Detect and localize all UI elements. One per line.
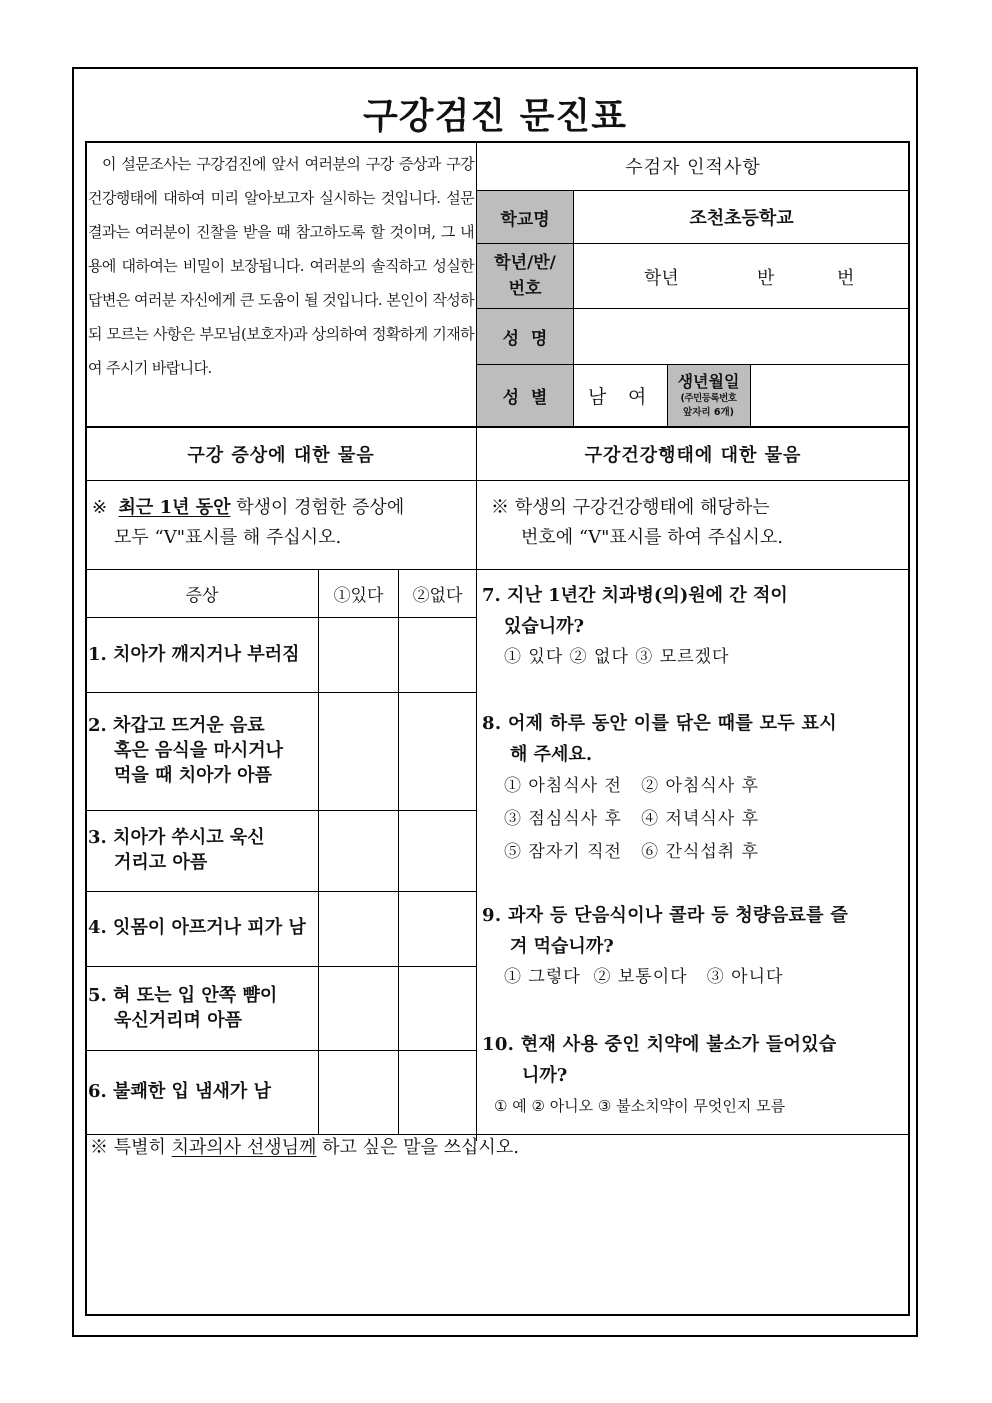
answer-no-2[interactable] (399, 693, 476, 810)
gender-male[interactable]: 남 (588, 386, 607, 408)
symptom-3-line1: 3. 치아가 쑤시고 욱신 (88, 827, 265, 848)
symptom-3-line2: 거리고 아픔 (114, 852, 208, 873)
q8-options-3[interactable]: ⑤ 잠자기 직전 ⑥ 간식섭취 후 (504, 842, 760, 862)
page-title: 구강검진 문진표 (363, 96, 627, 137)
q9-options[interactable]: ① 그렇다 ② 보통이다 ③ 아니다 (504, 967, 784, 987)
symptom-6-line1: 6. 불쾌한 입 냄새가 남 (88, 1081, 271, 1102)
comment-area[interactable] (86, 1165, 909, 1313)
q7-line2: 있습니까? (504, 616, 585, 637)
col-yes: ①있다 (333, 586, 384, 606)
intro-text: 이 설문조사는 구강검진에 앞서 여러분의 구강 증상과 구강건강행태에 대하여 미리 알아보고자 실시하는 것입니다. 설문 결과는 여러분이 진찰을 받을 때 참고하도록 할 것이며, 그 내용에 대하여는 비밀이 보장됩니다. 여러분의 솔직하고 성실한 답변은 여러분 자신에게 큰 도움이 될 것입니다. 본인이 작성하되 모르는 사항은 부모님(보호자)과 상의하여 정확하게 기재하여 주시기 바랍니다. (88, 155, 474, 377)
answer-yes-3[interactable] (319, 811, 398, 891)
q9-line1: 9. 과자 등 단음식이나 콜라 등 청량음료를 즐 (482, 905, 849, 926)
q10-line1: 10. 현재 사용 중인 치약에 불소가 들어있습 (482, 1034, 837, 1055)
symptom-2-line3: 먹을 때 치아가 아픔 (114, 765, 272, 786)
q8-options-2[interactable]: ③ 점심식사 후 ④ 저녁식사 후 (504, 809, 760, 829)
answer-no-3[interactable] (399, 811, 476, 891)
answer-yes-6[interactable] (319, 1051, 398, 1134)
symptoms-note (92, 493, 476, 553)
question-9 (482, 900, 907, 993)
answer-no-5[interactable] (399, 967, 476, 1050)
symptom-item-2 (88, 713, 283, 788)
name-label: 성 명 (477, 309, 573, 364)
class-label (477, 244, 573, 308)
col-no: ②없다 (412, 586, 463, 606)
q10-options[interactable]: ① 예 ② 아니오 ③ 불소치약이 무엇인지 모름 (494, 1097, 786, 1115)
behavior-note-line1: ※ 학생의 구강건강행태에 해당하는 (491, 497, 770, 518)
name-field[interactable] (574, 309, 909, 364)
answer-no-4[interactable] (399, 892, 476, 966)
grade-unit: 학년 (644, 268, 679, 289)
symptom-item-4 (88, 915, 306, 940)
symptom-1-line1: 1. 치아가 깨지거나 부러짐 (88, 644, 300, 665)
behavior-note-line2: 번호에 “V"표시를 하여 주십시오. (521, 527, 784, 548)
note-rest: 학생이 경험한 증상에 (230, 497, 405, 518)
answer-yes-4[interactable] (319, 892, 398, 966)
birth-field[interactable] (751, 365, 909, 426)
question-10 (482, 1029, 907, 1122)
q7-options[interactable]: ① 있다 ② 없다 ③ 모르겠다 (504, 647, 730, 667)
gender-label: 성 별 (477, 365, 573, 426)
q8-line1: 8. 어제 하루 동안 이를 닦은 때를 모두 표시 (482, 713, 837, 734)
divider (667, 365, 668, 426)
birth-sub-2: 앞자리 6개) (683, 407, 734, 418)
footer-mark: ※ 특별히 (90, 1137, 172, 1158)
answer-yes-1[interactable] (319, 618, 398, 692)
behavior-header: 구강건강행태에 대한 물음 (584, 445, 802, 466)
school-value[interactable]: 조천초등학교 (689, 208, 794, 229)
class-label-line2: 번호 (508, 279, 542, 299)
note-line2: 모두 “V"표시를 해 주십시오. (114, 527, 342, 548)
col-symptom: 증상 (185, 586, 219, 606)
answer-yes-5[interactable] (319, 967, 398, 1050)
behavior-note (491, 493, 907, 553)
q8-options-1[interactable]: ① 아침식사 전 ② 아침식사 후 (504, 776, 760, 796)
symptom-5-line2: 욱신거리며 아픔 (114, 1010, 242, 1031)
birth-label: 생년월일 (677, 372, 740, 391)
number-unit: 번 (837, 268, 855, 289)
question-8 (482, 708, 907, 869)
q7-line1: 7. 지난 1년간 치과병(의)원에 간 적이 (482, 585, 788, 606)
school-label: 학교명 (477, 191, 573, 243)
divider (85, 480, 910, 481)
symptom-5-line1: 5. 혀 또는 입 안쪽 뺨이 (88, 985, 278, 1006)
answer-no-1[interactable] (399, 618, 476, 692)
class-label-line1: 학년/반/ (494, 253, 556, 273)
symptom-2-line2: 혹은 음식을 마시거나 (114, 740, 284, 761)
symptoms-header: 구강 증상에 대한 물음 (187, 445, 375, 466)
question-7 (482, 580, 907, 673)
q9-line2: 겨 먹습니까? (510, 936, 614, 957)
q8-line2: 해 주세요. (510, 744, 593, 765)
answer-yes-2[interactable] (319, 693, 398, 810)
symptom-2-line1: 2. 차갑고 뜨거운 음료 (88, 715, 265, 736)
footer-rest: 하고 싶은 말을 쓰십시오. (316, 1137, 519, 1158)
class-field[interactable] (574, 244, 909, 308)
symptom-item-1 (88, 642, 299, 667)
answer-no-6[interactable] (399, 1051, 476, 1134)
intro-paragraph (88, 147, 474, 385)
note-underlined: 최근 1년 동안 (118, 497, 231, 518)
class-unit: 반 (757, 268, 775, 289)
symptom-4-line1: 4. 잇몸이 아프거나 피가 남 (88, 917, 306, 938)
symptom-item-5 (88, 983, 277, 1033)
note-mark: ※ (92, 497, 108, 518)
symptom-item-3 (88, 825, 265, 875)
footer-note (90, 1133, 519, 1163)
examinee-header: 수검자 인적사항 (625, 157, 761, 178)
q10-line2: 니까? (522, 1065, 568, 1086)
symptom-item-6 (88, 1079, 271, 1104)
gender-female[interactable]: 여 (628, 386, 647, 408)
birth-sub-1: (주민등록번호 (680, 393, 737, 404)
footer-underlined: 치과의사 선생님께 (171, 1137, 317, 1158)
birth-label-cell (667, 365, 750, 426)
